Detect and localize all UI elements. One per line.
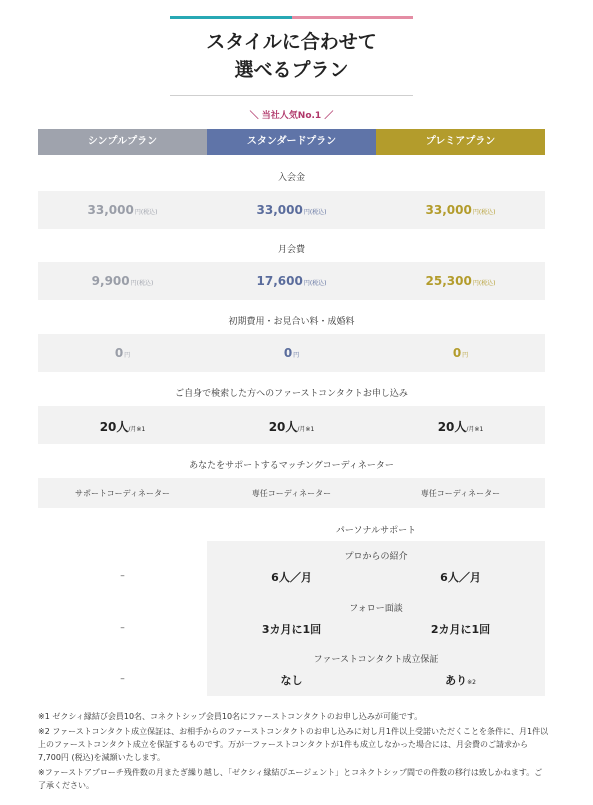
count-unit: /月※1 — [297, 426, 315, 433]
accent-pink — [292, 16, 414, 19]
first-contact-standard — [207, 418, 376, 435]
footnote-3: ※ファーストアプローチ残件数の月またぎ繰り越し、「ゼクシィ縁結びエージェント」とコネクトシップ間での件数の移行は致しかねます。ご了承ください。 — [38, 768, 543, 790]
count-value: 20人 — [268, 420, 298, 434]
admission-simple — [38, 203, 207, 217]
header-accent-bar — [170, 16, 413, 19]
initial-simple — [38, 346, 207, 360]
count-value: 20人 — [437, 420, 467, 434]
price-value: 17,600 — [256, 274, 303, 288]
price-value: 33,000 — [87, 203, 134, 217]
guarantee-value: あり — [445, 674, 468, 687]
price-unit: 円 — [462, 352, 469, 359]
follow-up-label: フォロー面談 — [349, 604, 403, 614]
count-unit: /月※1 — [466, 426, 484, 433]
title-line-2: 選べるプラン — [234, 59, 349, 81]
price-unit: 円(税込) — [472, 209, 496, 216]
page-title — [170, 28, 413, 84]
price-unit: 円(税込) — [472, 280, 496, 287]
initial-premier — [376, 346, 545, 360]
admission-premier — [376, 203, 545, 217]
price-unit: 円(税込) — [303, 280, 327, 287]
price-value: 33,000 — [256, 203, 303, 217]
section-label-coordinator: あなたをサポートするマッチングコーディネーター — [189, 461, 394, 471]
price-value: 25,300 — [425, 274, 472, 288]
price-unit: 円(税込) — [134, 209, 158, 216]
section-label-monthly: 月会費 — [277, 245, 305, 255]
referral-label: プロからの紹介 — [344, 552, 408, 562]
price-unit: 円(税込) — [130, 280, 154, 287]
price-value: 0 — [452, 346, 462, 360]
first-contact-simple — [38, 418, 207, 435]
guarantee-simple: – — [120, 674, 125, 684]
referral-premier: 6人／月 — [440, 571, 481, 584]
monthly-premier — [376, 274, 545, 288]
header-divider — [170, 95, 413, 96]
plan-header-premier: プレミアプラン — [376, 129, 545, 155]
section-label-admission: 入会金 — [277, 173, 305, 183]
guarantee-standard: なし — [280, 674, 303, 687]
section-label-first-contact: ご自身で検索した方へのファーストコンタクトお申し込み — [175, 389, 408, 399]
guarantee-label: ファーストコンタクト成立保証 — [313, 655, 439, 665]
footnote-1: ※1 ゼクシィ縁結び会員10名、コネクトシップ会員10名にファーストコンタクトのお申し込みが可能です。 — [38, 712, 423, 721]
follow-up-standard: 3カ月に1回 — [261, 623, 322, 636]
coordinator-simple: サポートコーディネーター — [74, 489, 171, 498]
footnote-2: ※2 ファーストコンタクト成立保証は、お相手からのファーストコンタクトのお申し込みに対し月1件以上受諾いただくことを条件に、月1件以上のファーストコンタクト成立を保証するものです。万が一ファーストコンタクトが1件も成立しなかった場合には、月会費のご請求から7,700円 (税込)を減額いたします。 — [38, 727, 549, 762]
popular-badge: ＼ 当社人気No.1 ／ — [249, 111, 334, 121]
price-unit: 円 — [293, 352, 300, 359]
referral-standard: 6人／月 — [271, 571, 312, 584]
footnotes — [38, 710, 550, 794]
price-unit: 円(税込) — [303, 209, 327, 216]
guarantee-note: ※2 — [467, 679, 476, 686]
follow-up-simple: – — [120, 623, 125, 633]
coordinator-standard: 専任コーディネーター — [251, 489, 332, 498]
price-value: 0 — [114, 346, 124, 360]
price-value: 33,000 — [425, 203, 472, 217]
follow-up-premier: 2カ月に1回 — [430, 623, 491, 636]
title-line-1: スタイルに合わせて — [206, 31, 377, 53]
page-header — [170, 16, 413, 96]
section-label-initial: 初期費用・お見合い料・成婚料 — [228, 317, 355, 327]
initial-standard — [207, 346, 376, 360]
monthly-standard — [207, 274, 376, 288]
accent-teal — [170, 16, 292, 19]
plan-header-simple: シンプルプラン — [38, 129, 207, 155]
admission-standard — [207, 203, 376, 217]
count-value: 20人 — [99, 420, 129, 434]
first-contact-premier — [376, 418, 545, 435]
referral-simple: – — [120, 571, 125, 581]
count-unit: /月※1 — [128, 426, 146, 433]
guarantee-premier — [376, 672, 545, 688]
plan-header-standard: スタンダードプラン — [207, 129, 376, 155]
price-value: 0 — [283, 346, 293, 360]
coordinator-premier: 専任コーディネーター — [420, 489, 501, 498]
price-unit: 円 — [124, 352, 131, 359]
personal-support-label: パーソナルサポート — [335, 526, 417, 536]
monthly-simple — [38, 274, 207, 288]
price-value: 9,900 — [91, 274, 130, 288]
